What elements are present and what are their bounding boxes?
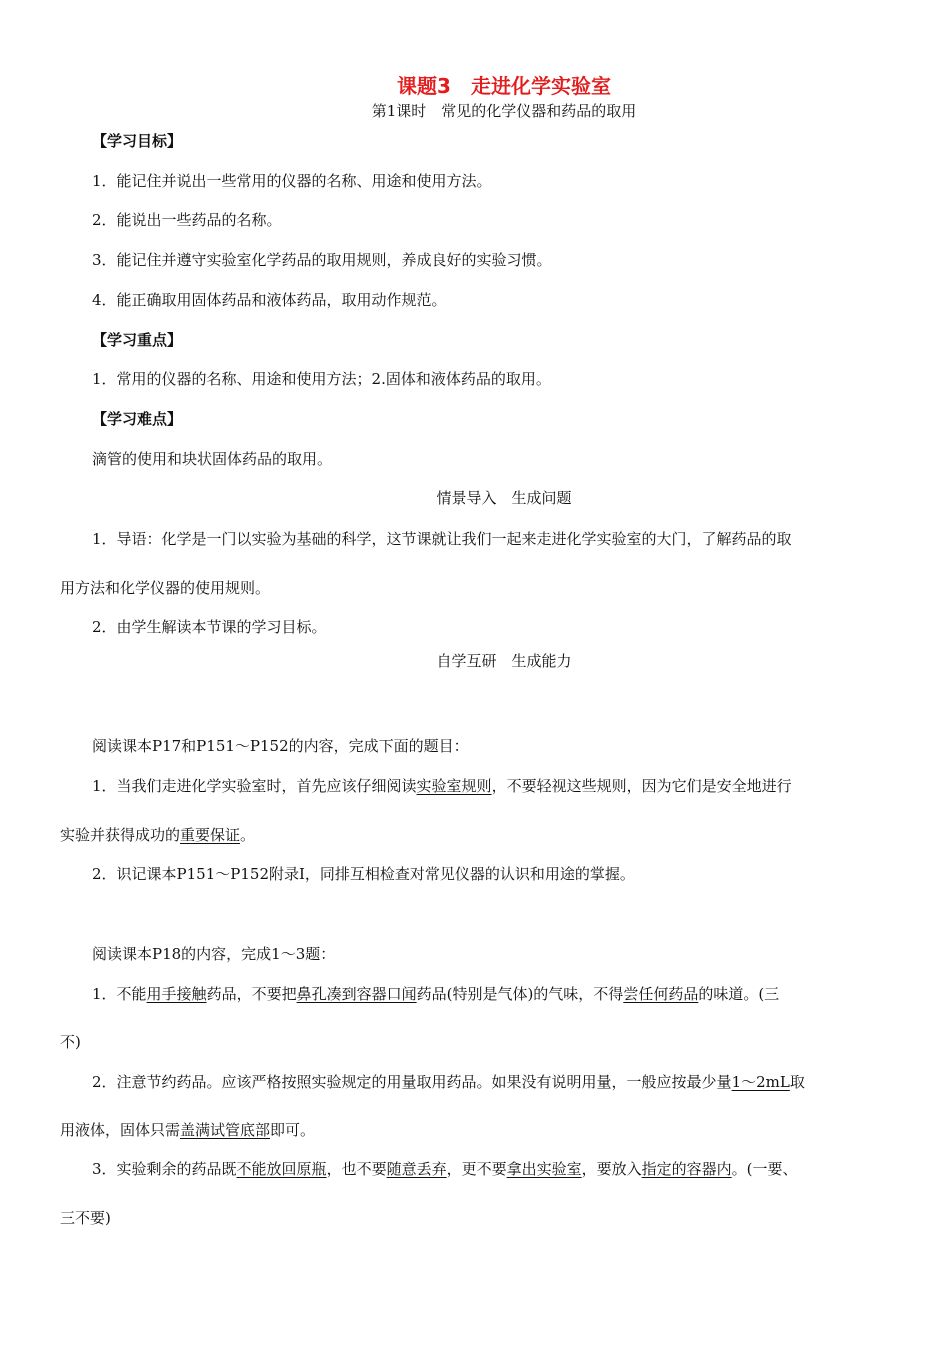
reading-instruction-1: 阅读课本P17和P151～P152的内容，完成下面的题目： [92, 737, 469, 755]
rule-1-line-1 [92, 984, 779, 1004]
page-title: 课题3 走进化学实验室 [397, 74, 611, 98]
rule-text: 3．实验剩余的药品既 [92, 1160, 237, 1178]
question-text: ，不要轻视这些规则，因为它们是安全地进行 [491, 777, 792, 795]
intro-item-2: 2．由学生解读本节课的学习目标。 [92, 618, 327, 636]
rule-2-line-2 [60, 1120, 315, 1140]
question-1-line-2 [60, 825, 255, 845]
key-points-heading: 【学习重点】 [92, 331, 183, 349]
rule-text: 即可。 [270, 1121, 316, 1139]
rule-text: ，更不要 [446, 1160, 507, 1178]
key-points-text: 1．常用的仪器的名称、用途和使用方法；2.固体和液体药品的取用。 [92, 370, 551, 388]
answer-blank: 用手接触 [146, 985, 207, 1003]
question-2: 2．识记课本P151～P152附录Ⅰ，同排互相检查对常见仪器的认识和用途的掌握。 [92, 865, 635, 883]
objectives-heading: 【学习目标】 [92, 132, 183, 150]
question-1-line-1 [92, 776, 792, 796]
rule-3-line-1 [92, 1159, 798, 1179]
answer-blank: 随意丢弃 [386, 1160, 447, 1178]
rule-1-line-2: 不) [60, 1033, 81, 1051]
reading-instruction-2: 阅读课本P18的内容，完成1～3题： [92, 945, 336, 963]
answer-blank: 1～2mL [731, 1073, 790, 1091]
answer-blank: 拿出实验室 [506, 1160, 582, 1178]
answer-blank: 鼻孔凑到容器口闻 [296, 985, 417, 1003]
difficulties-text: 滴管的使用和块状固体药品的取用。 [92, 450, 333, 468]
question-text: 。 [240, 826, 256, 844]
answer-blank: 重要保证 [180, 826, 241, 844]
rule-text: 用液体，固体只需 [60, 1121, 181, 1139]
objective-item-2: 2．能说出一些药品的名称。 [92, 211, 282, 229]
answer-blank: 不能放回原瓶 [236, 1160, 327, 1178]
answer-blank: 尝任何药品 [623, 985, 699, 1003]
rule-text: 。(一要、 [731, 1160, 798, 1178]
self-study-heading: 自学互研 生成能力 [436, 652, 572, 670]
rule-text: 的味道。(三 [698, 985, 780, 1003]
difficulties-heading: 【学习难点】 [92, 410, 183, 428]
intro-item-1-line-1: 1．导语：化学是一门以实验为基础的科学，这节课就让我们一起来走进化学实验室的大门，了解药品的取 [92, 530, 792, 548]
answer-blank: 盖满试管底部 [180, 1121, 271, 1139]
objective-item-4: 4．能正确取用固体药品和液体药品，取用动作规范。 [92, 291, 447, 309]
answer-blank: 指定的容器内 [641, 1160, 732, 1178]
question-text: 实验并获得成功的 [60, 826, 181, 844]
rule-text: 2．注意节约药品。应该严格按照实验规定的用量取用药品。如果没有说明用量，一般应按最少量 [92, 1073, 732, 1091]
intro-heading: 情景导入 生成问题 [436, 489, 572, 507]
rule-2-line-1 [92, 1072, 805, 1092]
rule-text: 1．不能 [92, 985, 147, 1003]
page-subtitle: 第1课时 常见的化学仪器和药品的取用 [371, 102, 637, 120]
rule-3-line-2: 三不要) [60, 1209, 111, 1227]
objective-item-3: 3．能记住并遵守实验室化学药品的取用规则，养成良好的实验习惯。 [92, 251, 552, 269]
rule-text: ，也不要 [326, 1160, 387, 1178]
rule-text: 药品，不要把 [206, 985, 297, 1003]
question-text: 1．当我们走进化学实验室时，首先应该仔细阅读 [92, 777, 417, 795]
rule-text: 药品(特别是气体)的气味，不得 [416, 985, 624, 1003]
rule-text: 取 [789, 1073, 805, 1091]
answer-blank: 实验室规则 [416, 777, 492, 795]
objective-item-1: 1．能记住并说出一些常用的仪器的名称、用途和使用方法。 [92, 172, 492, 190]
intro-item-1-line-2: 用方法和化学仪器的使用规则。 [60, 579, 271, 597]
rule-text: ，要放入 [581, 1160, 642, 1178]
